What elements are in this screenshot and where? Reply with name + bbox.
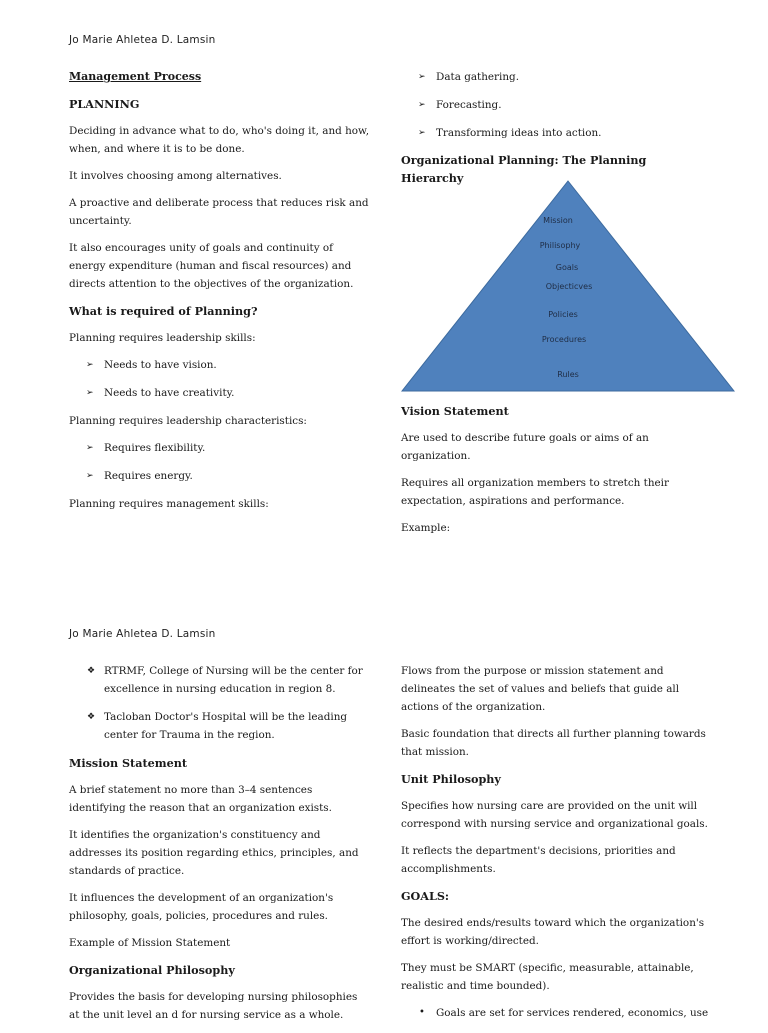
pyramid-label-procedures: Procedures: [541, 335, 587, 344]
unit-philosophy-heading: Unit Philosophy: [401, 772, 501, 786]
goals-paragraph: They must be SMART (specific, measurable, attainable, realistic and time bounded).: [401, 962, 694, 992]
list-item: ➢ Needs to have creativity.: [69, 384, 369, 402]
page2-right-column: [401, 662, 711, 1032]
pyramid-label-rules: Rules: [557, 370, 579, 379]
skills-list: [69, 356, 369, 402]
pyramid-label-mission: Mission: [543, 216, 573, 225]
list-item: ➢ Needs to have vision.: [69, 356, 369, 374]
philosophy-heading: Organizational Philosophy: [69, 963, 235, 977]
mission-paragraph: A brief statement no more than 3–4 sentences identifying the reason that an organization exists.: [69, 784, 332, 814]
list-item: ❖ RTRMF, College of Nursing will be the center for excellence in nursing education in region 8.: [69, 662, 369, 698]
planning-paragraph: It also encourages unity of goals and continuity of energy expenditure (human and fiscal resources) and directs attention to the objectives of the organization.: [69, 242, 354, 290]
philosophy-paragraph: Provides the basis for developing nursing philosophies at the unit level an d for nursing service as a whole.: [69, 991, 358, 1021]
pyramid-label-philosophy: Philisophy: [539, 241, 581, 250]
list-item: ❖ Tacloban Doctor's Hospital will be the leading center for Trauma in the region.: [69, 708, 369, 744]
planning-paragraph: Deciding in advance what to do, who's doing it, and how, when, and where it is to be done.: [69, 125, 370, 155]
goals-paragraph: The desired ends/results toward which the organization's effort is working/directed.: [401, 917, 705, 947]
process-list: [401, 68, 711, 142]
examples-list: [69, 662, 369, 744]
vision-heading: Vision Statement: [401, 404, 509, 418]
page1-right-column-top: [401, 68, 711, 196]
vision-paragraph: Requires all organization members to stretch their expectation, aspirations and performance.: [401, 477, 669, 507]
list-item: ➢ Requires flexibility.: [69, 439, 369, 457]
list-item: ➢ Requires energy.: [69, 467, 369, 485]
page1-author: Jo Marie Ahletea D. Lamsin: [69, 34, 216, 46]
characteristics-intro: Planning requires leadership characteristics:: [69, 415, 307, 427]
philosophy-paragraph: Flows from the purpose or mission statement and delineates the set of values and beliefs that guide all actions of the organization.: [401, 665, 680, 713]
goals-list: [401, 1004, 711, 1022]
page2-author: Jo Marie Ahletea D. Lamsin: [69, 628, 216, 640]
section-title: Management Process: [69, 70, 202, 83]
mission-example-label: Example of Mission Statement: [69, 937, 231, 949]
skills-intro: Planning requires leadership skills:: [69, 332, 256, 344]
characteristics-list: [69, 439, 369, 485]
mission-paragraph: It identifies the organization's constituency and addresses its position regarding ethics, principles, and standards of practice.: [69, 829, 359, 877]
goals-heading: GOALS:: [401, 889, 450, 903]
planning-hierarchy-pyramid: [401, 180, 735, 393]
pyramid-label-policies: Policies: [548, 310, 578, 319]
page1-right-column-bottom: [401, 402, 711, 546]
mission-heading: Mission Statement: [69, 756, 188, 770]
required-heading: What is required of Planning?: [69, 304, 258, 318]
list-item: ➢ Data gathering.: [401, 68, 711, 86]
unit-philosophy-paragraph: It reflects the department's decisions, priorities and accomplishments.: [401, 845, 676, 875]
planning-heading: PLANNING: [69, 97, 140, 111]
example-label: Example:: [401, 522, 451, 534]
list-item: ➢ Forecasting.: [401, 96, 711, 114]
pyramid-label-objectives: Objecticves: [545, 282, 593, 291]
pyramid-label-goals: Goals: [555, 263, 579, 272]
unit-philosophy-paragraph: Specifies how nursing care are provided on the unit will correspond with nursing service and organizational goals.: [401, 800, 708, 830]
planning-paragraph: It involves choosing among alternatives.: [69, 170, 282, 182]
list-item: • Goals are set for services rendered, economics, use: [401, 1004, 711, 1022]
hierarchy-heading: Organizational Planning: The Planning Hierarchy: [401, 153, 647, 185]
page2-left-column: [69, 662, 369, 1033]
mgmt-skills-intro: Planning requires management skills:: [69, 498, 269, 510]
page1-left-column: [69, 68, 369, 522]
list-item: ➢ Transforming ideas into action.: [401, 124, 711, 142]
vision-paragraph: Are used to describe future goals or aims of an organization.: [401, 432, 649, 462]
philosophy-paragraph: Basic foundation that directs all further planning towards that mission.: [401, 728, 706, 758]
planning-paragraph: A proactive and deliberate process that reduces risk and uncertainty.: [69, 197, 369, 227]
mission-paragraph: It influences the development of an organization's philosophy, goals, policies, procedures and rules.: [69, 892, 334, 922]
